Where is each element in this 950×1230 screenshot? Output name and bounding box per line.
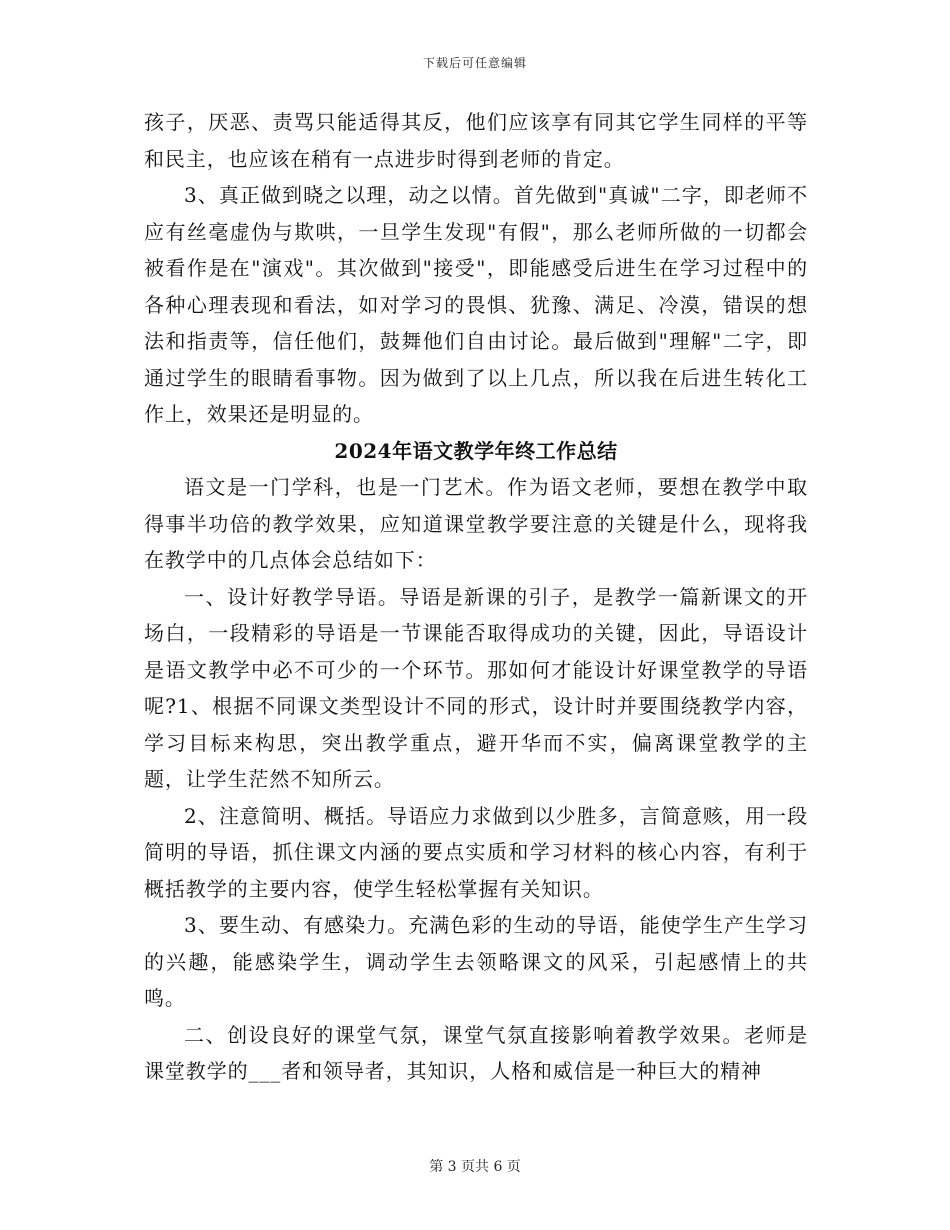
paragraph: 语文是一门学科，也是一门艺术。作为语文老师，要想在教学中取得事半功倍的教学效果，应知道课堂教学要注意的关键是什么，现将我在教学中的几点体会总结如下： <box>144 475 808 572</box>
section-title: 2024年语文教学年终工作总结 <box>334 438 618 463</box>
paragraph: 一、设计好教学导语。导语是新课的引子，是教学一篇新课文的开场白，一段精彩的导语是一节课能否取得成功的关键，因此，导语设计是语文教学中必不可少的一个环节。那如何才能设计好课堂教学的导语呢?1、根据不同课文类型设计不同的形式，设计时并要围绕教学内容，学习目标来构思，突出教学重点，避开华而不实，偏离课堂教学的主题，让学生茫然不知所云。 <box>144 584 808 791</box>
paragraph: 孩子，厌恶、责骂只能适得其反，他们应该享有同其它学生同样的平等和民主，也应该在稍有一点进步时得到老师的肯定。 <box>144 110 808 171</box>
paragraph: 3、要生动、有感染力。充满色彩的生动的导语，能使学生产生学习的兴趣，能感染学生，调动学生去领略课文的风采，引起感情上的共鸣。 <box>144 913 808 1010</box>
paragraph: 3、真正做到晓之以理，动之以情。首先做到"真诚"二字，即老师不应有丝毫虚伪与欺哄，一旦学生发现"有假"，那么老师所做的一切都会被看作是在"演戏"。其次做到"接受"，即能感受后进生在学习过程中的各种心理表现和看法，如对学习的畏惧、犹豫、满足、冷漠，错误的想法和指责等，信任他们，鼓舞他们自由讨论。最后做到"理解"二字，即通过学生的眼睛看事物。因为做到了以上几点，所以我在后进生转化工作上，效果还是明显的。 <box>144 183 808 426</box>
page-header: 下载后可任意编辑 <box>422 56 527 70</box>
page-footer: 第 3 页共 6 页 <box>429 1159 521 1175</box>
paragraph: 二、创设良好的课堂气氛，课堂气氛直接影响着教学效果。老师是课堂教学的___者和领导者，其知识，人格和威信是一种巨大的精神 <box>144 1022 808 1083</box>
paragraph: 2、注意简明、概括。导语应力求做到以少胜多，言简意赅，用一段简明的导语，抓住课文内涵的要点实质和学习材料的核心内容，有利于概括教学的主要内容，使学生轻松掌握有关知识。 <box>144 803 808 901</box>
document-body <box>144 104 808 1090</box>
